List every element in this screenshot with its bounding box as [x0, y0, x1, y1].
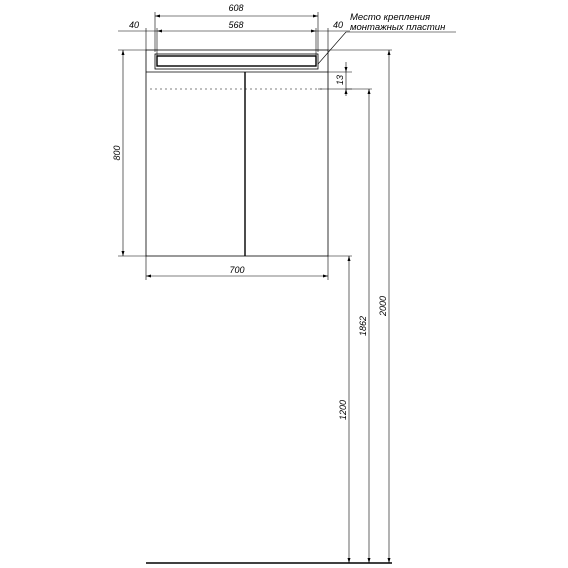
dim-800-label: 800: [112, 145, 122, 161]
dim-608-label: 608: [228, 3, 244, 13]
dim-700-label: 700: [229, 265, 245, 275]
dim-1862-label: 1862: [358, 315, 368, 337]
dim-40-left-label: 40: [128, 20, 140, 30]
mounting-rail-inner: [157, 56, 316, 66]
note-line-1: Место крепления: [350, 12, 431, 23]
dim-568-label: 568: [228, 20, 244, 30]
dim-800: [112, 50, 146, 256]
dim-568: [118, 20, 350, 56]
dim-700: [146, 256, 328, 280]
dim-13: [318, 62, 352, 96]
dim-1862: [346, 89, 372, 563]
cabinet-outline: [146, 50, 328, 256]
dim-1200-label: 1200: [338, 399, 348, 421]
dim-13-label: 13: [335, 74, 345, 86]
dim-2000-label: 2000: [378, 295, 388, 317]
dim-40-right-label: 40: [332, 20, 344, 30]
dim-1200: [328, 256, 352, 563]
cabinet: [146, 50, 328, 256]
dim-2000: [328, 50, 392, 563]
note-line-2: монтажных пластин: [350, 22, 446, 33]
